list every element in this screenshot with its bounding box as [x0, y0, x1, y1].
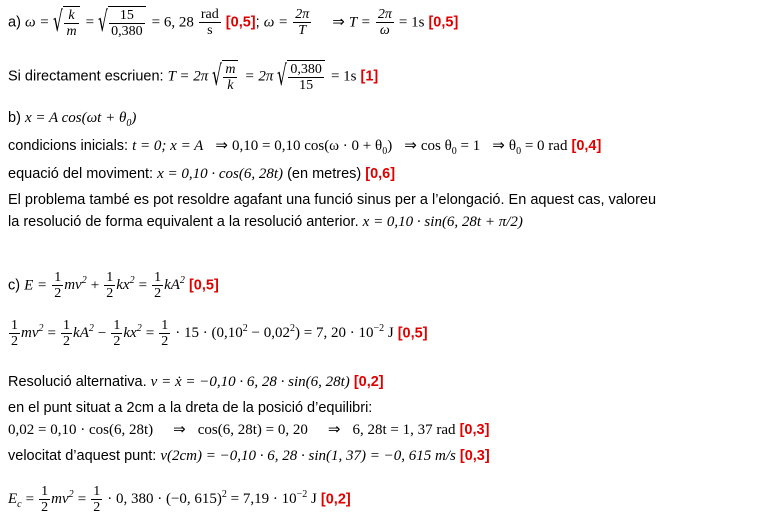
subscript: 0: [382, 146, 388, 157]
theta-value: = 0 rad: [524, 138, 568, 154]
term-kx2: [116, 277, 134, 293]
points-badge: [0,3]: [459, 422, 490, 438]
superscript: 2: [242, 323, 248, 335]
frac-half: [52, 270, 63, 301]
points-badge: [0,4]: [571, 138, 602, 154]
term-mv2: [64, 277, 87, 293]
points-badge: [0,3]: [459, 448, 490, 464]
omega-value: = 6, 28: [151, 14, 194, 31]
T-value: = 1s: [398, 14, 425, 31]
frac-den: 2: [154, 286, 162, 301]
velocity-eq: v = ẋ = −0,10 · 6, 28 · sin(6, 28t): [150, 374, 350, 390]
points-badge: [0,5]: [225, 14, 256, 31]
position-eq-3: 6, 28t = 1, 37 rad: [352, 422, 456, 438]
energy-part-3: ) = 7, 20 · 10: [295, 325, 374, 342]
part-b-label: b): [8, 110, 21, 126]
frac-num: 1: [41, 484, 49, 499]
equals-sign: =: [145, 325, 155, 342]
sqrt-15-0380: √ $\frac{15}{0,380}$: [98, 6, 146, 39]
frac-den: 2: [41, 500, 49, 515]
superscript: 2: [290, 323, 295, 335]
units-note: (en metres): [287, 166, 362, 182]
paragraph-text-1: El problema també es pot resoldre agafant una funció sinus per a l’elongació. En aquest cas, valoreu: [8, 192, 657, 208]
sqrt-k-m: √ $\frac{k}{m}$: [53, 6, 79, 39]
points-badge: [0,5]: [428, 14, 459, 31]
superscript: 2: [129, 275, 135, 287]
cond-2: [231, 138, 393, 157]
frac-num: 1: [161, 318, 169, 333]
initial-conditions-line: [8, 136, 601, 162]
position-eq-line: [8, 420, 489, 440]
part-a-label: a): [8, 14, 21, 31]
frac-den: 2: [106, 286, 114, 301]
superscript: 2: [38, 323, 44, 335]
frac-den: T: [298, 23, 307, 38]
points-badge: [0,6]: [365, 166, 396, 182]
close-paren: ): [131, 110, 137, 126]
implies-arrow: ⇒: [492, 138, 505, 154]
paragraph-text-2: la resolució de forma equivalent a la resolució anterior.: [8, 214, 359, 230]
frac-num: 1: [113, 318, 121, 333]
part-b-line: [8, 108, 136, 134]
E-symbol: E: [8, 491, 18, 508]
point-text: en el punt situat a 2cm a la dreta de la posició d’equilibri:: [8, 400, 373, 416]
subscript: 0: [451, 146, 457, 157]
implies-arrow: ⇒: [215, 138, 228, 154]
omega-eq-2: ω =: [263, 14, 289, 31]
T-formula: T = 2π: [167, 68, 209, 85]
velocity-value-eq: v(2cm) = −0,10 · 6, 28 · sin(1, 37) = −0, 615 m/s: [160, 448, 456, 464]
term-text: kA: [164, 277, 180, 294]
superscript: 2: [136, 323, 142, 335]
subscript: 0: [126, 118, 132, 129]
points-badge: [1]: [360, 68, 379, 85]
velocity-line: [8, 446, 490, 466]
equals-sign: =: [25, 491, 35, 508]
frac-num: 2π: [295, 7, 310, 22]
part-a-line: a) ω = √ $\frac{k}{m}$ = √ $\frac{15}{0,380}$ = 6, 28 $\frac{\text{rad}}{s}$ [0,5]; ω = $\frac{2\pi}{T}$ ⇒ T = $\frac{2\pi}{\omega}$ = 1s [0,5]: [8, 5, 459, 39]
superscript: 2: [88, 323, 94, 335]
frac-den: k: [227, 78, 234, 93]
motion-eq-text: x = A cos(ωt + θ: [24, 110, 127, 126]
unit: J: [311, 491, 317, 508]
energy-calc-line: [8, 318, 428, 349]
frac-half: [104, 270, 115, 301]
term-kA2: [164, 277, 185, 293]
kinetic-part-2: = 7,19 · 10: [230, 491, 297, 508]
motion-equation-text: equació del moviment:: [8, 166, 154, 182]
part-c-label: c): [8, 277, 21, 294]
term-text: mv: [51, 491, 69, 508]
exponent: −2: [373, 323, 385, 335]
frac-num: 1: [11, 318, 18, 333]
frac-den: 0,380: [111, 24, 143, 39]
superscript: 2: [221, 489, 227, 501]
unit: J: [387, 325, 394, 342]
frac-half: [61, 318, 72, 349]
term-text: kA: [73, 325, 89, 342]
frac-num: 1: [54, 270, 62, 285]
cond-2-close: ): [387, 138, 393, 154]
point-line: [8, 398, 372, 418]
motion-equation: x = 0,10 · cos(6, 28t): [157, 166, 284, 182]
term-mv2: [51, 491, 74, 507]
frac-half: [159, 318, 170, 349]
separator: ;: [255, 14, 260, 31]
equals-sign: =: [47, 325, 56, 342]
omega-eq: ω =: [24, 14, 50, 31]
energy-eq: E =: [24, 277, 48, 294]
sqrt-0380-15: √ $\frac{0,380}{15}$: [277, 60, 325, 93]
energy-numeric: [175, 325, 393, 341]
term-mv2: [21, 325, 44, 341]
frac-num: 0,380: [290, 62, 322, 77]
frac-den: 2: [161, 334, 169, 349]
cond-3: [420, 138, 481, 157]
cond-3-text: cos θ: [420, 138, 452, 154]
cond-2-text: 0,10 = 0,10 cos(ω · 0 + θ: [231, 138, 383, 154]
paragraph-line-2: [8, 212, 523, 232]
kinetic-numeric: [107, 491, 317, 507]
term-text: kx: [116, 277, 130, 294]
points-badge: [0,2]: [353, 374, 384, 390]
frac-den: m: [66, 24, 77, 39]
frac-half: [91, 484, 102, 515]
energy-part-1: · 15 · (0,10: [175, 325, 243, 342]
unit-den: s: [199, 22, 221, 38]
plus-sign: +: [90, 277, 100, 294]
frac-num: 2π: [377, 7, 392, 22]
frac-num: m: [225, 62, 236, 77]
frac-den: 2: [93, 500, 101, 515]
implies-arrow: ⇒: [173, 422, 186, 438]
points-badge: [0,2]: [320, 491, 351, 508]
part-c-line: [8, 270, 219, 301]
points-badge: [0,5]: [188, 277, 219, 294]
frac-num: 1: [106, 270, 114, 285]
alt-resolution-text: Resolució alternativa.: [8, 374, 147, 390]
kinetic-part-1: · 0, 380 · (−0, 615): [107, 491, 222, 508]
motion-general: [24, 110, 137, 129]
equals-sign: =: [138, 277, 148, 294]
velocity-text: velocitat d’aquest punt:: [8, 448, 157, 464]
frac-2pi-omega: [376, 7, 394, 38]
term-text: mv: [21, 325, 39, 342]
superscript: 2: [81, 275, 87, 287]
alt-resolution-line: [8, 372, 384, 392]
initial-conditions-text: condicions inicials:: [8, 138, 129, 154]
position-eq-1: 0,02 = 0,10 · cos(6, 28t): [8, 422, 154, 438]
frac-num: 1: [154, 270, 162, 285]
alt-period-line: [8, 60, 378, 93]
frac-num: k: [64, 8, 78, 24]
equals-sign: =: [77, 491, 87, 508]
unit-num: rad: [200, 7, 219, 22]
sqrt-m-k: √ $\frac{m}{k}$: [212, 60, 238, 93]
implies-arrow: ⇒: [332, 14, 345, 31]
term-text: mv: [64, 277, 82, 294]
frac-half: [111, 318, 122, 349]
term-kA2: [73, 325, 94, 341]
theta-symbol: θ: [508, 138, 517, 154]
minus-sign: −: [97, 325, 107, 342]
subscript: c: [17, 499, 22, 511]
implies-arrow: ⇒: [404, 138, 417, 154]
alt-text: Si directament escriuen:: [8, 68, 164, 85]
frac-den: 2: [54, 286, 62, 301]
implies-arrow: ⇒: [327, 422, 341, 438]
term-text: kx: [123, 325, 137, 342]
frac-den: 2: [63, 334, 71, 349]
position-eq-2: cos(6, 28t) = 0, 20: [197, 422, 308, 438]
T-result: = 1s: [330, 68, 357, 85]
frac-den: 2: [113, 334, 121, 349]
exponent: −2: [296, 489, 308, 501]
points-badge: [0,5]: [397, 325, 428, 342]
T-eq: T =: [348, 14, 371, 31]
frac-2pi-T: [293, 7, 311, 38]
cond-1: t = 0; x = A: [132, 138, 204, 154]
frac-num: 1: [93, 484, 101, 499]
unit-rad-s: [199, 7, 221, 38]
cond-4: [508, 138, 568, 157]
term-kx2: [123, 325, 141, 341]
superscript: 2: [68, 489, 74, 501]
kinetic-energy-line: [8, 484, 351, 515]
frac-half: [9, 318, 20, 349]
subscript: 0: [516, 146, 522, 157]
frac-den: 15: [299, 78, 314, 93]
kinetic-symbol: [8, 491, 22, 511]
frac-den: 2: [11, 334, 18, 349]
frac-half: [39, 484, 50, 515]
paragraph-line-1: [8, 190, 656, 210]
T-mid: = 2π: [244, 68, 274, 85]
frac-den: ω: [379, 23, 390, 38]
energy-part-2: − 0,02: [251, 325, 290, 342]
motion-equation-line: [8, 164, 395, 184]
sine-equation: x = 0,10 · sin(6, 28t + π/2): [362, 214, 523, 230]
superscript: 2: [179, 275, 185, 287]
frac-num: 15: [109, 8, 145, 24]
frac-num: 1: [63, 318, 71, 333]
frac-half: [152, 270, 163, 301]
cond-3-value: = 1: [460, 138, 481, 154]
